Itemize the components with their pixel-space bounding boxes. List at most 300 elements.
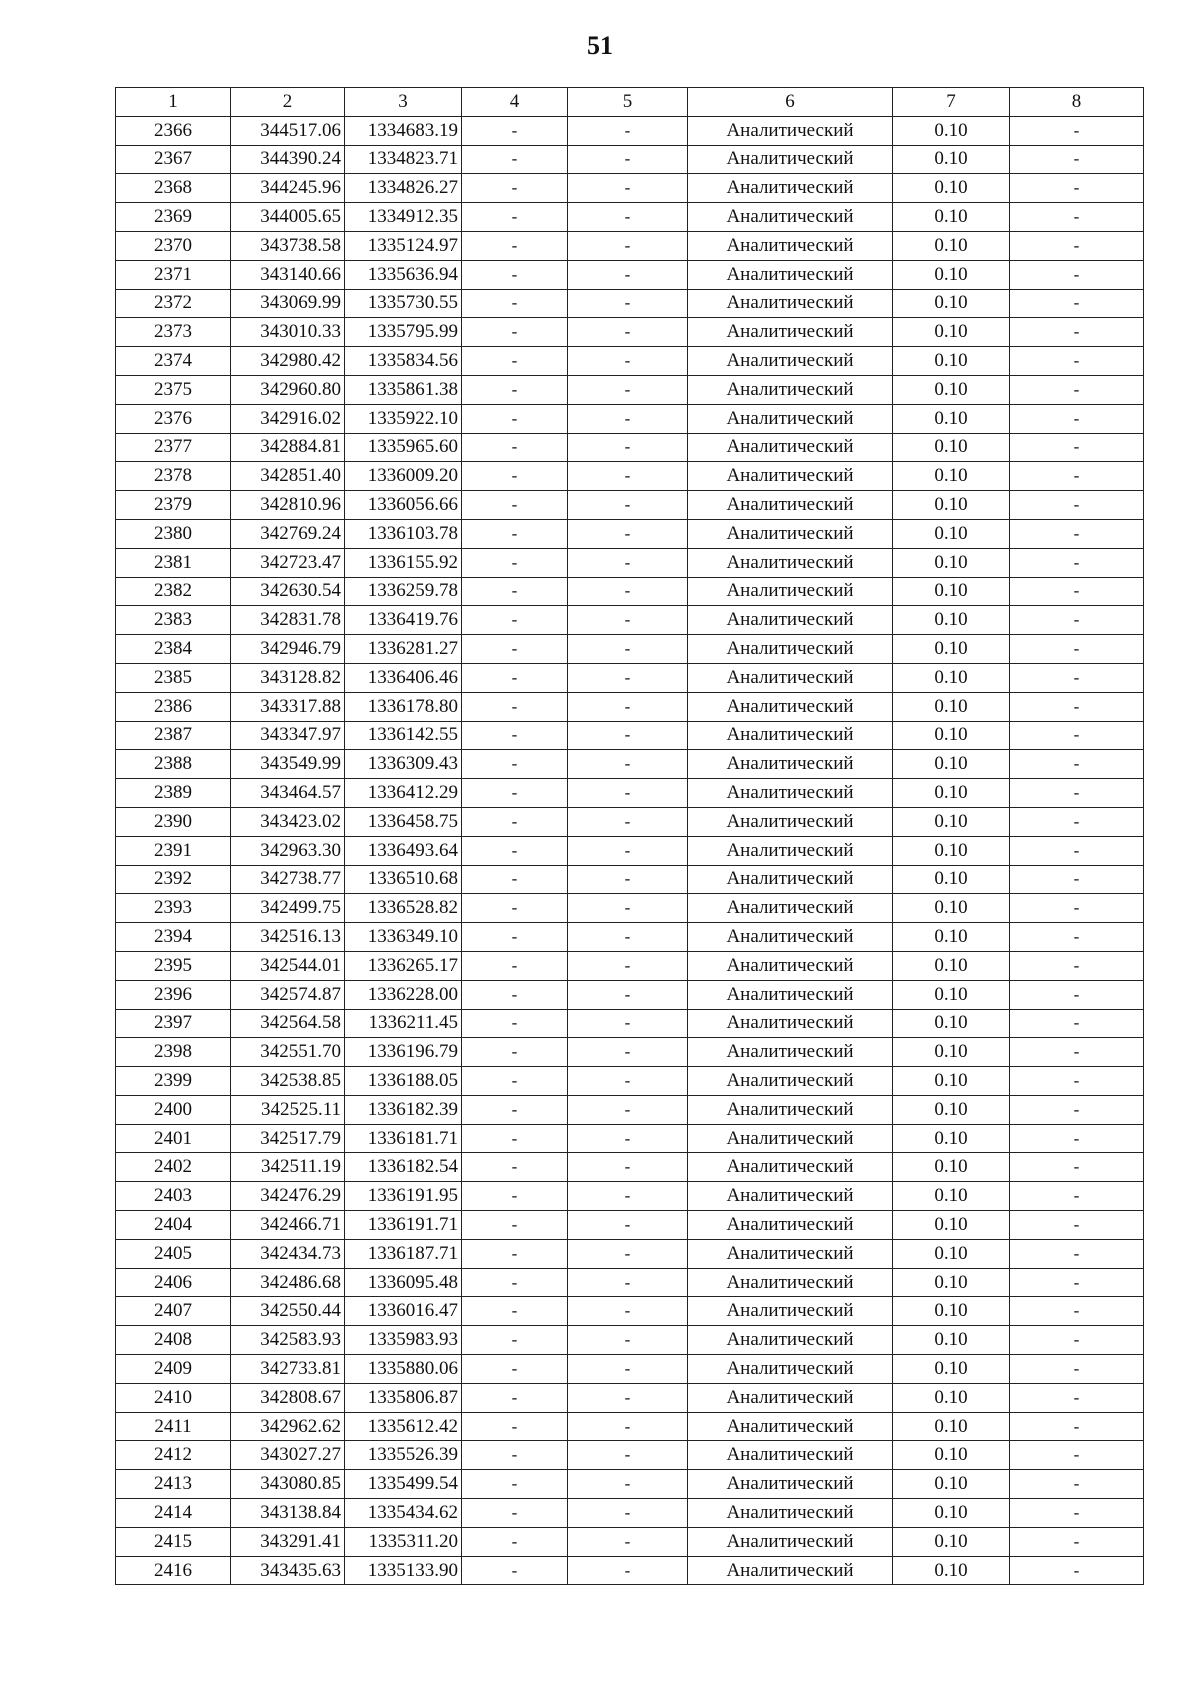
cell-accuracy: 0.10: [893, 1441, 1010, 1470]
cell-method: Аналитический: [688, 1124, 893, 1153]
cell-point-number: 2396: [116, 980, 231, 1009]
cell-y-coordinate: 1336309.43: [345, 750, 462, 779]
cell-point-number: 2384: [116, 635, 231, 664]
cell-col-4: -: [462, 289, 568, 318]
cell-col-4: -: [462, 1211, 568, 1240]
cell-accuracy: 0.10: [893, 1124, 1010, 1153]
cell-col-5: -: [568, 1355, 688, 1384]
cell-col-5: -: [568, 1556, 688, 1585]
cell-y-coordinate: 1336419.76: [345, 606, 462, 635]
cell-col-8: -: [1010, 1095, 1144, 1124]
cell-x-coordinate: 342525.11: [231, 1095, 345, 1124]
cell-col-4: -: [462, 231, 568, 260]
cell-method: Аналитический: [688, 1326, 893, 1355]
cell-y-coordinate: 1336191.71: [345, 1211, 462, 1240]
cell-col-4: -: [462, 1470, 568, 1499]
cell-method: Аналитический: [688, 1499, 893, 1528]
cell-accuracy: 0.10: [893, 548, 1010, 577]
cell-y-coordinate: 1336528.82: [345, 894, 462, 923]
cell-y-coordinate: 1335861.38: [345, 375, 462, 404]
cell-method: Аналитический: [688, 1412, 893, 1441]
cell-col-5: -: [568, 1038, 688, 1067]
cell-point-number: 2373: [116, 318, 231, 347]
cell-col-8: -: [1010, 1038, 1144, 1067]
table-body: [116, 116, 1144, 1585]
column-header-4: 4: [462, 88, 568, 117]
cell-accuracy: 0.10: [893, 663, 1010, 692]
cell-y-coordinate: 1336510.68: [345, 865, 462, 894]
cell-x-coordinate: 342583.93: [231, 1326, 345, 1355]
cell-col-4: -: [462, 491, 568, 520]
cell-method: Аналитический: [688, 923, 893, 952]
cell-col-8: -: [1010, 375, 1144, 404]
cell-method: Аналитический: [688, 721, 893, 750]
cell-col-5: -: [568, 951, 688, 980]
cell-point-number: 2386: [116, 692, 231, 721]
table-row: [116, 1527, 1144, 1556]
cell-col-8: -: [1010, 260, 1144, 289]
cell-accuracy: 0.10: [893, 1038, 1010, 1067]
cell-col-4: -: [462, 923, 568, 952]
cell-col-8: -: [1010, 951, 1144, 980]
table-row: [116, 635, 1144, 664]
cell-x-coordinate: 342516.13: [231, 923, 345, 952]
cell-method: Аналитический: [688, 462, 893, 491]
cell-col-8: -: [1010, 462, 1144, 491]
cell-x-coordinate: 342564.58: [231, 1009, 345, 1038]
cell-col-8: -: [1010, 404, 1144, 433]
cell-y-coordinate: 1335806.87: [345, 1383, 462, 1412]
cell-point-number: 2415: [116, 1527, 231, 1556]
cell-col-4: -: [462, 519, 568, 548]
cell-col-8: -: [1010, 116, 1144, 145]
cell-accuracy: 0.10: [893, 203, 1010, 232]
cell-point-number: 2405: [116, 1239, 231, 1268]
cell-col-5: -: [568, 721, 688, 750]
cell-point-number: 2411: [116, 1412, 231, 1441]
cell-method: Аналитический: [688, 750, 893, 779]
cell-col-4: -: [462, 347, 568, 376]
cell-col-5: -: [568, 116, 688, 145]
cell-col-5: -: [568, 750, 688, 779]
cell-col-5: -: [568, 548, 688, 577]
cell-x-coordinate: 342517.79: [231, 1124, 345, 1153]
cell-col-5: -: [568, 462, 688, 491]
cell-col-8: -: [1010, 1297, 1144, 1326]
cell-col-5: -: [568, 606, 688, 635]
cell-col-4: -: [462, 1326, 568, 1355]
cell-point-number: 2400: [116, 1095, 231, 1124]
table-row: [116, 318, 1144, 347]
cell-accuracy: 0.10: [893, 721, 1010, 750]
cell-col-8: -: [1010, 231, 1144, 260]
table-row: [116, 519, 1144, 548]
cell-col-4: -: [462, 1499, 568, 1528]
cell-col-5: -: [568, 1326, 688, 1355]
cell-point-number: 2401: [116, 1124, 231, 1153]
cell-accuracy: 0.10: [893, 1297, 1010, 1326]
cell-method: Аналитический: [688, 1297, 893, 1326]
table-row: [116, 894, 1144, 923]
cell-point-number: 2409: [116, 1355, 231, 1384]
cell-col-4: -: [462, 116, 568, 145]
cell-point-number: 2383: [116, 606, 231, 635]
cell-y-coordinate: 1336259.78: [345, 577, 462, 606]
cell-col-8: -: [1010, 807, 1144, 836]
cell-col-5: -: [568, 174, 688, 203]
cell-accuracy: 0.10: [893, 289, 1010, 318]
cell-accuracy: 0.10: [893, 1383, 1010, 1412]
table-row: [116, 1182, 1144, 1211]
cell-method: Аналитический: [688, 1182, 893, 1211]
cell-x-coordinate: 342466.71: [231, 1211, 345, 1240]
cell-y-coordinate: 1335983.93: [345, 1326, 462, 1355]
cell-col-5: -: [568, 663, 688, 692]
cell-accuracy: 0.10: [893, 1470, 1010, 1499]
cell-point-number: 2380: [116, 519, 231, 548]
cell-method: Аналитический: [688, 577, 893, 606]
cell-x-coordinate: 342808.67: [231, 1383, 345, 1412]
cell-col-4: -: [462, 318, 568, 347]
cell-x-coordinate: 342550.44: [231, 1297, 345, 1326]
cell-x-coordinate: 342574.87: [231, 980, 345, 1009]
cell-point-number: 2392: [116, 865, 231, 894]
cell-point-number: 2377: [116, 433, 231, 462]
cell-col-5: -: [568, 1499, 688, 1528]
cell-col-5: -: [568, 635, 688, 664]
table-row: [116, 260, 1144, 289]
cell-col-4: -: [462, 203, 568, 232]
cell-y-coordinate: 1336406.46: [345, 663, 462, 692]
cell-col-4: -: [462, 1441, 568, 1470]
cell-col-5: -: [568, 1124, 688, 1153]
cell-method: Аналитический: [688, 347, 893, 376]
table-row: [116, 1268, 1144, 1297]
cell-x-coordinate: 343080.85: [231, 1470, 345, 1499]
cell-accuracy: 0.10: [893, 174, 1010, 203]
cell-point-number: 2370: [116, 231, 231, 260]
cell-col-8: -: [1010, 663, 1144, 692]
cell-method: Аналитический: [688, 894, 893, 923]
cell-y-coordinate: 1336182.39: [345, 1095, 462, 1124]
cell-point-number: 2413: [116, 1470, 231, 1499]
cell-method: Аналитический: [688, 865, 893, 894]
cell-col-5: -: [568, 1268, 688, 1297]
cell-y-coordinate: 1336211.45: [345, 1009, 462, 1038]
cell-col-8: -: [1010, 1499, 1144, 1528]
cell-x-coordinate: 342476.29: [231, 1182, 345, 1211]
cell-y-coordinate: 1335730.55: [345, 289, 462, 318]
table-row: [116, 779, 1144, 808]
cell-method: Аналитический: [688, 807, 893, 836]
cell-col-8: -: [1010, 692, 1144, 721]
cell-accuracy: 0.10: [893, 1412, 1010, 1441]
table-row: [116, 1556, 1144, 1585]
cell-col-8: -: [1010, 923, 1144, 952]
cell-x-coordinate: 343464.57: [231, 779, 345, 808]
cell-point-number: 2416: [116, 1556, 231, 1585]
cell-point-number: 2367: [116, 145, 231, 174]
cell-accuracy: 0.10: [893, 1211, 1010, 1240]
cell-x-coordinate: 343423.02: [231, 807, 345, 836]
cell-col-4: -: [462, 635, 568, 664]
cell-col-5: -: [568, 231, 688, 260]
cell-x-coordinate: 342963.30: [231, 836, 345, 865]
cell-point-number: 2368: [116, 174, 231, 203]
table-row: [116, 1297, 1144, 1326]
cell-col-4: -: [462, 1239, 568, 1268]
cell-point-number: 2374: [116, 347, 231, 376]
table-row: [116, 836, 1144, 865]
cell-accuracy: 0.10: [893, 951, 1010, 980]
table-row: [116, 548, 1144, 577]
cell-col-4: -: [462, 865, 568, 894]
cell-col-4: -: [462, 1355, 568, 1384]
cell-col-4: -: [462, 462, 568, 491]
cell-y-coordinate: 1336188.05: [345, 1067, 462, 1096]
cell-point-number: 2376: [116, 404, 231, 433]
cell-method: Аналитический: [688, 548, 893, 577]
cell-accuracy: 0.10: [893, 865, 1010, 894]
cell-col-4: -: [462, 375, 568, 404]
cell-col-8: -: [1010, 865, 1144, 894]
table-row: [116, 663, 1144, 692]
cell-col-4: -: [462, 174, 568, 203]
cell-y-coordinate: 1336493.64: [345, 836, 462, 865]
cell-y-coordinate: 1336181.71: [345, 1124, 462, 1153]
table-row: [116, 1441, 1144, 1470]
cell-accuracy: 0.10: [893, 980, 1010, 1009]
column-header-1: 1: [116, 88, 231, 117]
cell-y-coordinate: 1335922.10: [345, 404, 462, 433]
table-row: [116, 1009, 1144, 1038]
cell-method: Аналитический: [688, 836, 893, 865]
cell-y-coordinate: 1334912.35: [345, 203, 462, 232]
cell-point-number: 2404: [116, 1211, 231, 1240]
cell-accuracy: 0.10: [893, 692, 1010, 721]
cell-point-number: 2379: [116, 491, 231, 520]
table-row: [116, 1239, 1144, 1268]
cell-y-coordinate: 1335311.20: [345, 1527, 462, 1556]
cell-y-coordinate: 1336412.29: [345, 779, 462, 808]
cell-col-5: -: [568, 375, 688, 404]
cell-col-4: -: [462, 1038, 568, 1067]
cell-point-number: 2394: [116, 923, 231, 952]
table-row: [116, 692, 1144, 721]
table-row: [116, 1499, 1144, 1528]
cell-y-coordinate: 1336196.79: [345, 1038, 462, 1067]
column-header-8: 8: [1010, 88, 1144, 117]
cell-col-8: -: [1010, 606, 1144, 635]
column-header-3: 3: [345, 88, 462, 117]
cell-accuracy: 0.10: [893, 606, 1010, 635]
cell-point-number: 2402: [116, 1153, 231, 1182]
cell-accuracy: 0.10: [893, 145, 1010, 174]
cell-col-8: -: [1010, 174, 1144, 203]
table-row: [116, 577, 1144, 606]
cell-y-coordinate: 1336458.75: [345, 807, 462, 836]
cell-y-coordinate: 1336142.55: [345, 721, 462, 750]
cell-point-number: 2398: [116, 1038, 231, 1067]
cell-col-5: -: [568, 836, 688, 865]
cell-col-8: -: [1010, 1441, 1144, 1470]
cell-col-4: -: [462, 1383, 568, 1412]
cell-y-coordinate: 1335434.62: [345, 1499, 462, 1528]
table-row: [116, 750, 1144, 779]
table-row: [116, 1326, 1144, 1355]
cell-col-5: -: [568, 1182, 688, 1211]
cell-method: Аналитический: [688, 1038, 893, 1067]
cell-accuracy: 0.10: [893, 836, 1010, 865]
cell-col-4: -: [462, 692, 568, 721]
cell-accuracy: 0.10: [893, 807, 1010, 836]
cell-point-number: 2381: [116, 548, 231, 577]
cell-col-5: -: [568, 807, 688, 836]
cell-accuracy: 0.10: [893, 433, 1010, 462]
cell-accuracy: 0.10: [893, 519, 1010, 548]
cell-method: Аналитический: [688, 1355, 893, 1384]
table-row: [116, 951, 1144, 980]
cell-y-coordinate: 1334683.19: [345, 116, 462, 145]
cell-y-coordinate: 1335965.60: [345, 433, 462, 462]
cell-point-number: 2397: [116, 1009, 231, 1038]
table-row: [116, 1383, 1144, 1412]
cell-col-8: -: [1010, 1527, 1144, 1556]
cell-x-coordinate: 343027.27: [231, 1441, 345, 1470]
cell-point-number: 2375: [116, 375, 231, 404]
cell-accuracy: 0.10: [893, 462, 1010, 491]
cell-col-5: -: [568, 865, 688, 894]
cell-y-coordinate: 1334823.71: [345, 145, 462, 174]
cell-col-5: -: [568, 404, 688, 433]
cell-point-number: 2369: [116, 203, 231, 232]
cell-accuracy: 0.10: [893, 923, 1010, 952]
cell-col-8: -: [1010, 1326, 1144, 1355]
cell-method: Аналитический: [688, 1153, 893, 1182]
cell-y-coordinate: 1336265.17: [345, 951, 462, 980]
cell-accuracy: 0.10: [893, 1326, 1010, 1355]
cell-y-coordinate: 1336178.80: [345, 692, 462, 721]
cell-point-number: 2378: [116, 462, 231, 491]
cell-col-5: -: [568, 1009, 688, 1038]
cell-point-number: 2399: [116, 1067, 231, 1096]
cell-point-number: 2414: [116, 1499, 231, 1528]
cell-x-coordinate: 343738.58: [231, 231, 345, 260]
cell-point-number: 2388: [116, 750, 231, 779]
cell-col-8: -: [1010, 1124, 1144, 1153]
cell-accuracy: 0.10: [893, 1095, 1010, 1124]
cell-col-8: -: [1010, 519, 1144, 548]
table-row: [116, 1470, 1144, 1499]
cell-y-coordinate: 1336016.47: [345, 1297, 462, 1326]
cell-method: Аналитический: [688, 519, 893, 548]
cell-method: Аналитический: [688, 318, 893, 347]
cell-method: Аналитический: [688, 1441, 893, 1470]
table-row: [116, 1095, 1144, 1124]
cell-point-number: 2412: [116, 1441, 231, 1470]
cell-y-coordinate: 1335636.94: [345, 260, 462, 289]
cell-col-4: -: [462, 1153, 568, 1182]
cell-accuracy: 0.10: [893, 1239, 1010, 1268]
cell-x-coordinate: 343317.88: [231, 692, 345, 721]
cell-point-number: 2389: [116, 779, 231, 808]
cell-accuracy: 0.10: [893, 750, 1010, 779]
cell-x-coordinate: 342630.54: [231, 577, 345, 606]
cell-method: Аналитический: [688, 231, 893, 260]
cell-point-number: 2408: [116, 1326, 231, 1355]
cell-col-5: -: [568, 1211, 688, 1240]
cell-col-4: -: [462, 807, 568, 836]
cell-accuracy: 0.10: [893, 231, 1010, 260]
cell-col-4: -: [462, 145, 568, 174]
cell-accuracy: 0.10: [893, 375, 1010, 404]
cell-col-4: -: [462, 1556, 568, 1585]
cell-accuracy: 0.10: [893, 116, 1010, 145]
table-row: [116, 145, 1144, 174]
cell-x-coordinate: 342733.81: [231, 1355, 345, 1384]
cell-col-4: -: [462, 779, 568, 808]
cell-accuracy: 0.10: [893, 1556, 1010, 1585]
cell-col-5: -: [568, 1153, 688, 1182]
cell-x-coordinate: 344005.65: [231, 203, 345, 232]
cell-accuracy: 0.10: [893, 1182, 1010, 1211]
cell-col-8: -: [1010, 203, 1144, 232]
cell-y-coordinate: 1335124.97: [345, 231, 462, 260]
cell-x-coordinate: 342738.77: [231, 865, 345, 894]
cell-col-8: -: [1010, 548, 1144, 577]
cell-col-5: -: [568, 318, 688, 347]
cell-x-coordinate: 342538.85: [231, 1067, 345, 1096]
table-row: [116, 923, 1144, 952]
cell-x-coordinate: 343347.97: [231, 721, 345, 750]
table-row: [116, 807, 1144, 836]
cell-col-5: -: [568, 519, 688, 548]
cell-x-coordinate: 343549.99: [231, 750, 345, 779]
cell-col-5: -: [568, 577, 688, 606]
cell-accuracy: 0.10: [893, 1009, 1010, 1038]
cell-method: Аналитический: [688, 491, 893, 520]
cell-col-5: -: [568, 894, 688, 923]
cell-y-coordinate: 1336187.71: [345, 1239, 462, 1268]
cell-x-coordinate: 342434.73: [231, 1239, 345, 1268]
cell-method: Аналитический: [688, 375, 893, 404]
cell-col-5: -: [568, 491, 688, 520]
table-row: [116, 721, 1144, 750]
cell-method: Аналитический: [688, 1556, 893, 1585]
cell-col-8: -: [1010, 779, 1144, 808]
table-row: [116, 1124, 1144, 1153]
cell-accuracy: 0.10: [893, 1355, 1010, 1384]
cell-x-coordinate: 342544.01: [231, 951, 345, 980]
cell-col-8: -: [1010, 1470, 1144, 1499]
cell-accuracy: 0.10: [893, 1067, 1010, 1096]
cell-method: Аналитический: [688, 1239, 893, 1268]
cell-accuracy: 0.10: [893, 1527, 1010, 1556]
cell-method: Аналитический: [688, 433, 893, 462]
cell-col-8: -: [1010, 1067, 1144, 1096]
cell-x-coordinate: 343069.99: [231, 289, 345, 318]
cell-col-8: -: [1010, 491, 1144, 520]
cell-point-number: 2371: [116, 260, 231, 289]
cell-col-4: -: [462, 1009, 568, 1038]
cell-method: Аналитический: [688, 1383, 893, 1412]
cell-point-number: 2391: [116, 836, 231, 865]
cell-y-coordinate: 1335612.42: [345, 1412, 462, 1441]
cell-col-4: -: [462, 894, 568, 923]
table-row: [116, 865, 1144, 894]
cell-accuracy: 0.10: [893, 1499, 1010, 1528]
cell-col-5: -: [568, 779, 688, 808]
